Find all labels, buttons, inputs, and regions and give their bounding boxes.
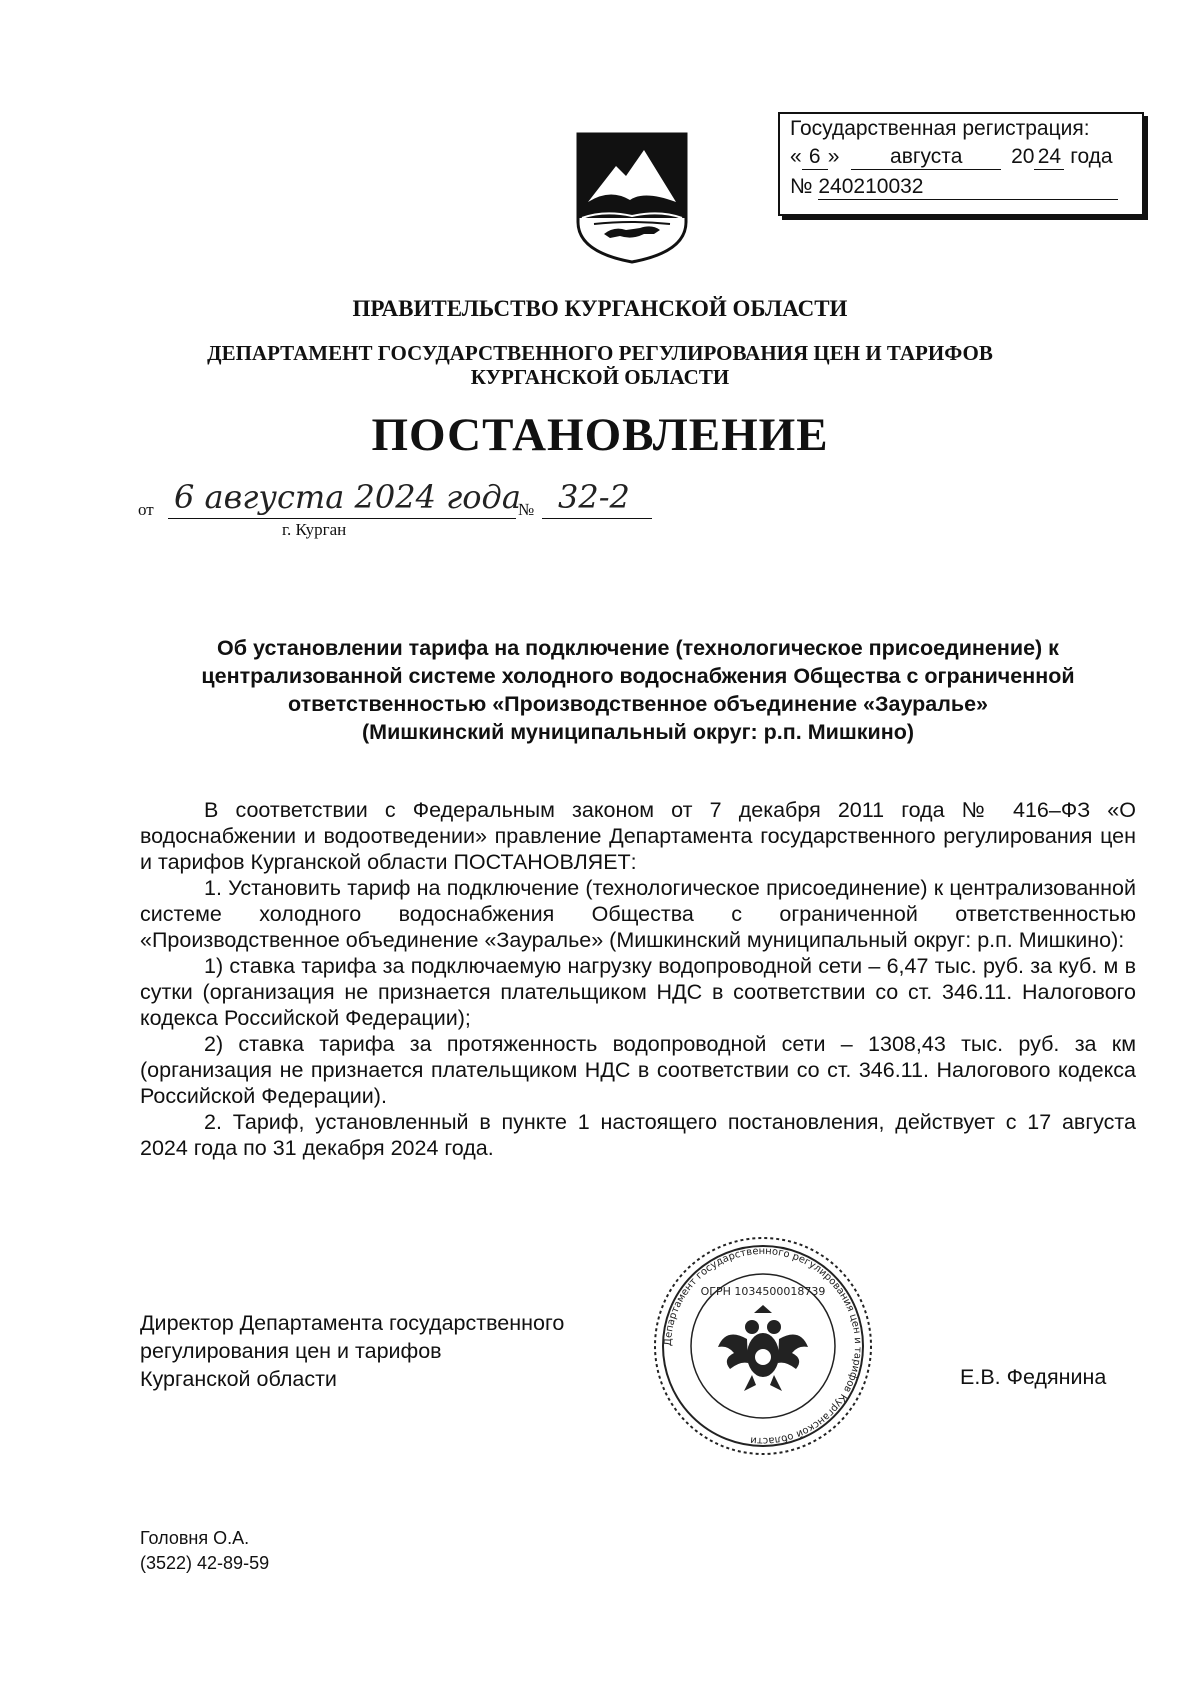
document-body (140, 797, 1136, 1161)
body-paragraph: 2. Тариф, установленный в пункте 1 настоящего постановления, действует с 17 августа 2024 года по 31 декабря 2024 года. (140, 1110, 1136, 1160)
executor-info (140, 1526, 269, 1576)
subject-line: ответственностью «Производственное объединение «Зауралье» (288, 692, 988, 716)
number-label: № (518, 500, 535, 519)
date-number-line (138, 480, 658, 550)
signatory-position-line: Курганской области (140, 1367, 337, 1391)
executor-name: Головня О.А. (140, 1528, 250, 1548)
handwritten-number: 32-2 (558, 478, 630, 516)
date-underline (168, 518, 516, 519)
body-paragraph: 2) ставка тарифа за протяженность водопроводной сети – 1308,43 тыс. руб. за км (организация не признается плательщиком НДС в соответствии со ст. 346.11. Налогового кодекса Российской Федерации). (140, 1032, 1136, 1108)
registration-number: 240210032 (818, 175, 1118, 200)
registration-box (778, 112, 1144, 216)
seal-outer-text: Департамент государственного регулирования цен и тарифов Курганской области (662, 1245, 864, 1447)
registration-year-prefix: 20 (1011, 145, 1035, 168)
number-underline (542, 518, 652, 519)
department-line-2: КУРГАНСКОЙ ОБЛАСТИ (470, 365, 730, 389)
department-line-1: ДЕПАРТАМЕНТ ГОСУДАРСТВЕННОГО РЕГУЛИРОВАНИЯ ЦЕН И ТАРИФОВ (207, 341, 993, 365)
subject-line: централизованной системе холодного водоснабжения Общества с ограниченной (201, 664, 1075, 688)
city-label: г. Курган (282, 520, 347, 539)
signatory-position-line: Директор Департамента государственного (140, 1311, 565, 1335)
subject-line: (Мишкинский муниципальный округ: р.п. Мишкино) (362, 720, 914, 744)
subject-line: Об установлении тарифа на подключение (технологическое присоединение) к (217, 636, 1059, 660)
registration-year-word: года (1070, 145, 1113, 168)
executor-phone: (3522) 42-89-59 (140, 1553, 270, 1573)
document-type-title: ПОСТАНОВЛЕНИЕ (371, 409, 829, 461)
handwritten-date: 6 августа 2024 года (174, 478, 521, 516)
registration-number-row (790, 174, 1118, 200)
signatory-position-line: регулирования цен и тарифов (140, 1339, 442, 1363)
registration-label: Государственная регистрация: (790, 117, 1090, 140)
seal-ogrn: ОГРН 1034500018739 (700, 1285, 826, 1298)
from-label: от (138, 500, 154, 519)
registration-day: 6 (802, 145, 828, 170)
document-subject (140, 634, 1136, 746)
government-title: ПРАВИТЕЛЬСТВО КУРГАНСКОЙ ОБЛАСТИ (352, 296, 848, 321)
body-paragraph: 1) ставка тарифа за подключаемую нагрузку водопроводной сети – 6,47 тыс. руб. за куб. м в сутки (организация не признается плательщиком НДС в соответствии со ст. 346.11. Налогового кодекса Российской Федерации); (140, 954, 1136, 1030)
registration-date: « 6 » августа 20 24 года (790, 145, 1113, 168)
official-seal-icon (648, 1235, 878, 1457)
registration-number-label: № (790, 175, 813, 198)
body-paragraph: В соответствии с Федеральным законом от 7 декабря 2011 года № 416–ФЗ «О водоснабжении и водоотведении» правление Департамента государственного регулирования цен и тарифов Курганской области ПОСТАНОВЛЯЕТ: (140, 798, 1136, 874)
signatory-name: Е.В. Федянина (960, 1365, 1107, 1389)
signatory-position (140, 1309, 564, 1393)
body-paragraph: 1. Установить тариф на подключение (технологическое присоединение) к централизованной системе холодного водоснабжения Общества с ограниченной ответственностью «Производственное объединение «Зауралье» (Мишкинский муниципальный округ: р.п. Мишкино): (140, 876, 1136, 952)
coat-of-arms-icon (574, 130, 690, 266)
registration-year-suffix: 24 (1034, 145, 1064, 170)
registration-month: августа (851, 145, 1001, 170)
